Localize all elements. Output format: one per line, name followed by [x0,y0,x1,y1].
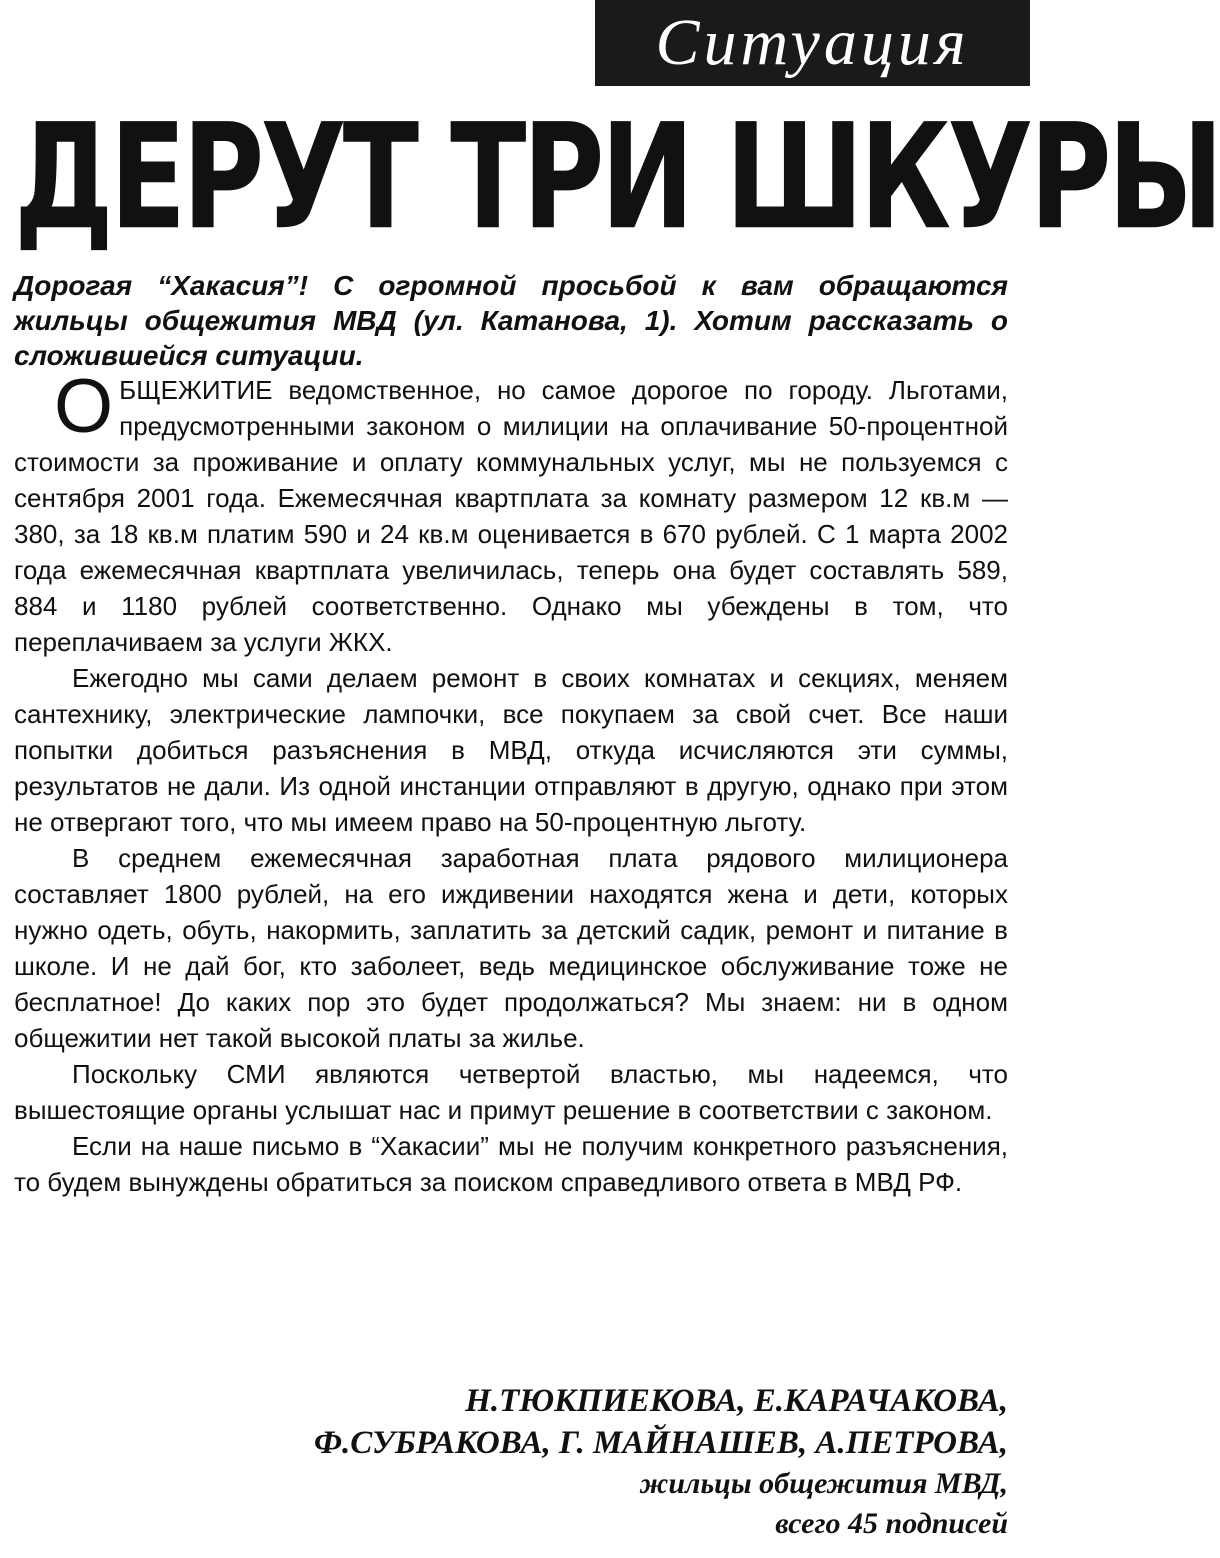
article-lead: Дорогая “Хакасия”! С огромной просьбой к вам обращаются жильцы общежития МВД (ул. Катанова, 1). Хотим рассказать о сложившейся ситуации. [14,270,1008,371]
article-body [14,364,1008,1200]
paragraph-4: Поскольку СМИ являются четвертой властью, мы надеемся, что вышестоящие органы услышат нас и примут решение в соответствии с законом. [14,1059,1008,1125]
paragraph-2: Ежегодно мы сами делаем ремонт в своих комнатах и секциях, меняем сантехнику, электрические лампочки, все покупаем за свой счет. Все наши попытки добиться разъяснения в МВД, откуда исчисляются эти суммы, результатов не дали. Из одной инстанции отправляют в другую, однако при этом не отвергают того, что мы имеем право на 50-процентную льготу. [14,663,1008,837]
signatories-residents: жильцы общежития МВД, [639,1467,1008,1500]
paragraph-1 [14,364,1008,660]
signatures-total: всего 45 подписей [775,1507,1008,1540]
signature-block [28,1380,1008,1544]
drop-cap: О [54,364,114,449]
paragraph-3: В среднем ежемесячная заработная плата рядового милиционера составляет 1800 рублей, на его иждивении находятся жена и дети, которых нужно одеть, обуть, накормить, заплатить за детский садик, ремонт и питание в школе. И не дай бог, кто заболеет, ведь медицинское обслуживание тоже не бесплатное! До каких пор это будет продолжаться? Мы знаем: ни в одном общежитии нет такой высокой платы за жилье. [14,843,1008,1053]
paragraph-5: Если на наше письмо в “Хакасии” мы не получим конкретного разъяснения, то будем вынуждены обратиться за поиском справедливого ответа в МВД РФ. [14,1131,1008,1197]
paragraph-1-caps: БЩЕЖИТИЕ [119,375,273,405]
signatories-line-2: Ф.СУБРАКОВА, Г. МАЙНАШЕВ, А.ПЕТРОВА, [314,1425,1008,1461]
rubric-label: Ситуация [595,0,1030,86]
signatories-line-1: Н.ТЮКПИЕКОВА, Е.КАРАЧАКОВА, [465,1383,1008,1419]
article-headline: ДЕРУТ ТРИ ШКУРЫ [14,93,1220,263]
paragraph-1-text: ведомственное, но самое дорогое по городу. Льготами, предусмотренными законом о милиции на оплачивание 50-процентной стоимости за проживание и оплату коммунальных услуг, мы не пользуемся с сентября 2001 года. Ежемесячная квартплата за комнату размером 12 кв.м — 380, за 18 кв.м платим 590 и 24 кв.м оценивается в 670 рублей. С 1 марта 2002 года ежемесячная квартплата увеличилась, теперь она будет составлять 589, 884 и 1180 рублей соответственно. Однако мы убеждены в том, что переплачиваем за услуги ЖКХ. [14,375,1008,657]
